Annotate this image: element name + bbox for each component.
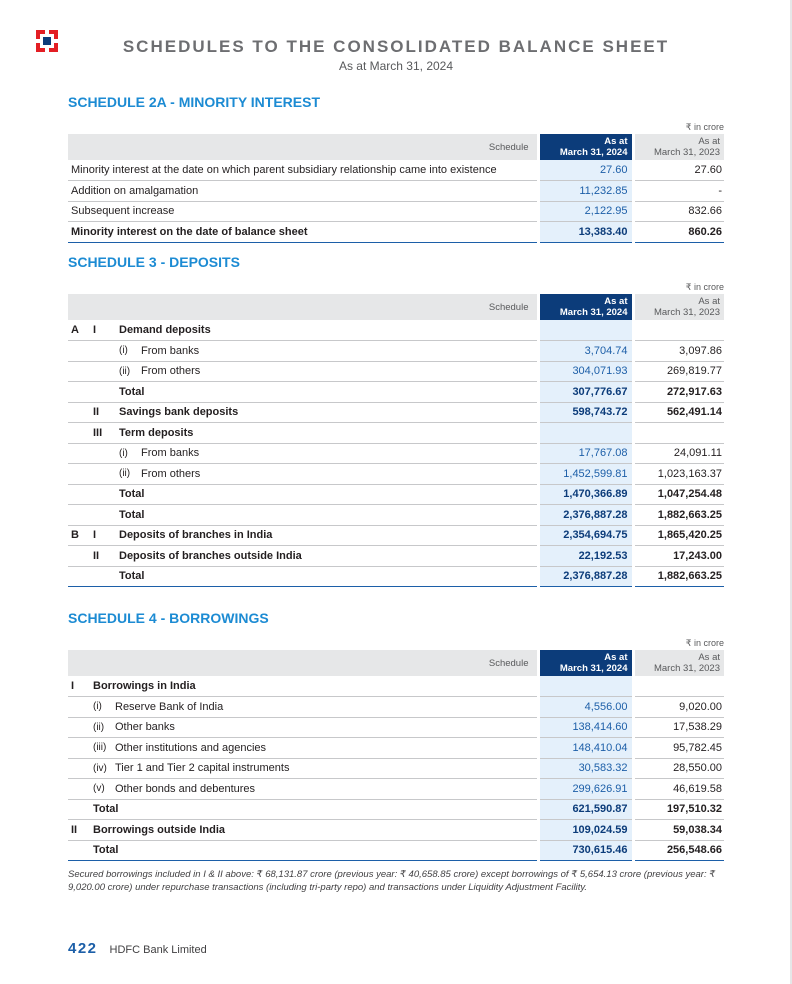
current-year-value [538,320,633,341]
current-year-value: 2,376,887.28 [538,566,633,587]
row-key-level1: B [71,529,79,542]
current-year-value: 109,024.59 [538,820,633,841]
row-key-level1: II [71,823,78,836]
row-label-cell [68,443,538,464]
table-row [68,402,724,423]
row-label-cell [68,525,538,546]
current-year-value: 307,776.67 [538,382,633,403]
table-row [68,779,724,800]
row-item-number: (i) [93,701,102,713]
schedule-2a-title: SCHEDULE 2A - MINORITY INTEREST [68,94,321,110]
schedule-4-title: SCHEDULE 4 - BORROWINGS [68,610,269,626]
previous-year-value: 28,550.00 [633,758,724,779]
previous-year-value: - [633,181,724,202]
row-label: Total [119,488,145,501]
table-row [68,676,724,697]
row-label: Borrowings outside India [93,823,226,836]
row-label: Total [119,385,145,398]
row-label-cell [68,738,538,759]
table-row [68,525,724,546]
current-year-value: 598,743.72 [538,402,633,423]
table-row [68,160,724,181]
schedule-2a-section [68,94,724,243]
previous-year-header: As at March 31, 2023 [633,294,724,320]
table-row [68,361,724,382]
table-row [68,717,724,738]
current-year-value: 2,122.95 [538,201,633,222]
row-label: Other institutions and agencies [115,741,267,754]
current-year-value: 2,354,694.75 [538,525,633,546]
row-label: Tier 1 and Tier 2 capital instruments [115,762,290,775]
table-row [68,443,724,464]
schedule-column-header: Schedule [68,294,538,320]
unit-label: ₹ in crore [685,122,724,132]
current-year-value: 730,615.46 [538,840,633,861]
row-key-level2: II [93,549,100,562]
current-year-value [538,423,633,444]
previous-year-value: 24,091.11 [633,443,724,464]
row-label: Other bonds and debentures [115,782,256,795]
table-row [68,464,724,485]
current-year-value: 3,704.74 [538,341,633,362]
previous-year-value: 3,097.86 [633,341,724,362]
current-year-value: 13,383.40 [538,222,633,243]
unit-label: ₹ in crore [685,282,724,292]
previous-year-value: 46,619.58 [633,779,724,800]
row-label: Total [119,508,145,521]
row-key-level1: A [71,324,79,336]
borrowings-footnote: Secured borrowings included in I & II above: ₹ 68,131.87 crore (previous year: ₹ 40,658.85 crore) except borrowings of ₹ 5,654.13 crore (previous year: ₹ 9,020.00 crore) under repurchase transactions (including tri-party repo) and transactions under Liquidity Adjustment Facility. [68,869,716,893]
table-row [68,181,724,202]
row-label: Savings bank deposits [119,406,239,419]
table-row [68,505,724,526]
row-label-cell [68,840,538,861]
row-label-cell [68,402,538,423]
current-year-value: 1,470,366.89 [538,484,633,505]
row-label-cell [68,382,538,403]
previous-year-value: 860.26 [633,222,724,243]
row-item-number: (iv) [93,762,107,774]
row-label-cell [68,341,538,362]
schedule-3-section [68,254,724,587]
row-item-number: (ii) [119,365,131,377]
current-year-value: 17,767.08 [538,443,633,464]
table-row [68,799,724,820]
previous-year-value: 562,491.14 [633,402,724,423]
row-label: Total [93,803,119,816]
previous-year-value: 17,243.00 [633,546,724,567]
page-footer [68,940,207,957]
row-label-cell [68,505,538,526]
row-label-cell [68,361,538,382]
row-label: From others [141,365,201,378]
row-key-level2: I [93,324,97,336]
row-label: Subsequent increase [71,205,175,218]
row-label: Other banks [115,721,175,734]
row-label-cell [68,423,538,444]
row-item-number: (v) [93,783,105,795]
current-year-value: 299,626.91 [538,779,633,800]
table-row [68,738,724,759]
row-label: From others [141,467,201,480]
previous-year-value: 256,548.66 [633,840,724,861]
previous-year-value: 1,023,163.37 [633,464,724,485]
row-label-cell [68,320,538,341]
row-label: Total [119,570,145,583]
row-key-level2: II [93,406,100,419]
table-row [68,758,724,779]
row-label-cell [68,717,538,738]
current-year-value: 2,376,887.28 [538,505,633,526]
row-label-cell [68,181,538,202]
current-year-value: 30,583.32 [538,758,633,779]
current-year-value [538,676,633,697]
previous-year-value: 269,819.77 [633,361,724,382]
row-label-cell [68,160,538,181]
row-label: Demand deposits [119,324,211,336]
table-row [68,484,724,505]
schedule-column-header: Schedule [68,650,538,676]
previous-year-value [633,423,724,444]
row-item-number: (iii) [93,742,107,754]
row-label-cell [68,201,538,222]
row-label-cell [68,566,538,587]
row-label-cell [68,464,538,485]
previous-year-value: 17,538.29 [633,717,724,738]
row-label: Term deposits [119,426,194,439]
current-year-header: As at March 31, 2024 [538,134,633,160]
schedule-4-table [68,650,724,861]
current-year-value: 304,071.93 [538,361,633,382]
schedule-column-header: Schedule [68,134,538,160]
row-label: From banks [141,447,200,460]
row-label: Total [93,844,119,857]
current-year-value: 1,452,599.81 [538,464,633,485]
previous-year-value: 59,038.34 [633,820,724,841]
table-row [68,820,724,841]
current-year-value: 11,232.85 [538,181,633,202]
current-year-value: 4,556.00 [538,697,633,718]
table-row [68,341,724,362]
table-row [68,222,724,243]
row-key-level1: I [71,680,75,692]
row-label-cell [68,222,538,243]
unit-label: ₹ in crore [685,638,724,648]
previous-year-value: 832.66 [633,201,724,222]
current-year-value: 22,192.53 [538,546,633,567]
previous-year-value: 272,917.63 [633,382,724,403]
current-year-value: 27.60 [538,160,633,181]
row-item-number: (i) [119,447,128,459]
previous-year-value [633,320,724,341]
current-year-value: 621,590.87 [538,799,633,820]
current-year-value: 138,414.60 [538,717,633,738]
previous-year-value: 27.60 [633,160,724,181]
page-title: SCHEDULES TO THE CONSOLIDATED BALANCE SHEET [122,37,670,56]
row-item-number: (ii) [93,721,105,733]
table-row [68,697,724,718]
previous-year-value [633,676,724,697]
row-label: From banks [141,344,200,357]
row-label-cell [68,779,538,800]
schedule-3-table [68,294,724,587]
table-row [68,320,724,341]
previous-year-value: 1,882,663.25 [633,566,724,587]
row-label-cell [68,546,538,567]
row-item-number: (ii) [119,468,131,480]
row-key-level2: III [93,426,103,439]
previous-year-value: 9,020.00 [633,697,724,718]
row-label: Deposits of branches in India [119,529,273,542]
previous-year-value: 95,782.45 [633,738,724,759]
previous-year-value: 1,882,663.25 [633,505,724,526]
table-row [68,566,724,587]
row-label-cell [68,820,538,841]
previous-year-header: As at March 31, 2023 [633,650,724,676]
row-key-level2: I [93,529,97,542]
table-row [68,201,724,222]
page-number: 422 [68,940,98,957]
schedule-2a-table [68,134,724,243]
row-label: Minority interest at the date on which parent subsidiary relationship came into existence [71,164,497,176]
previous-year-header: As at March 31, 2023 [633,134,724,160]
table-row [68,423,724,444]
row-label: Deposits of branches outside India [119,549,302,562]
schedule-4-section [68,610,724,861]
previous-year-value: 1,047,254.48 [633,484,724,505]
current-year-header: As at March 31, 2024 [538,294,633,320]
previous-year-value: 1,865,420.25 [633,525,724,546]
schedule-3-title: SCHEDULE 3 - DEPOSITS [68,254,240,270]
row-label: Reserve Bank of India [115,700,224,713]
row-label-cell [68,484,538,505]
row-label-cell [68,697,538,718]
row-label: Addition on amalgamation [71,184,199,197]
current-year-header: As at March 31, 2024 [538,650,633,676]
row-label-cell [68,799,538,820]
row-item-number: (i) [119,345,128,357]
previous-year-value: 197,510.32 [633,799,724,820]
row-label-cell [68,758,538,779]
company-name: HDFC Bank Limited [109,944,207,956]
row-label-cell [68,676,538,697]
row-label: Borrowings in India [93,680,196,692]
table-row [68,382,724,403]
table-row [68,546,724,567]
current-year-value: 148,410.04 [538,738,633,759]
table-row [68,840,724,861]
row-label: Minority interest on the date of balance sheet [71,225,308,238]
page-subtitle: As at March 31, 2024 [338,59,454,73]
